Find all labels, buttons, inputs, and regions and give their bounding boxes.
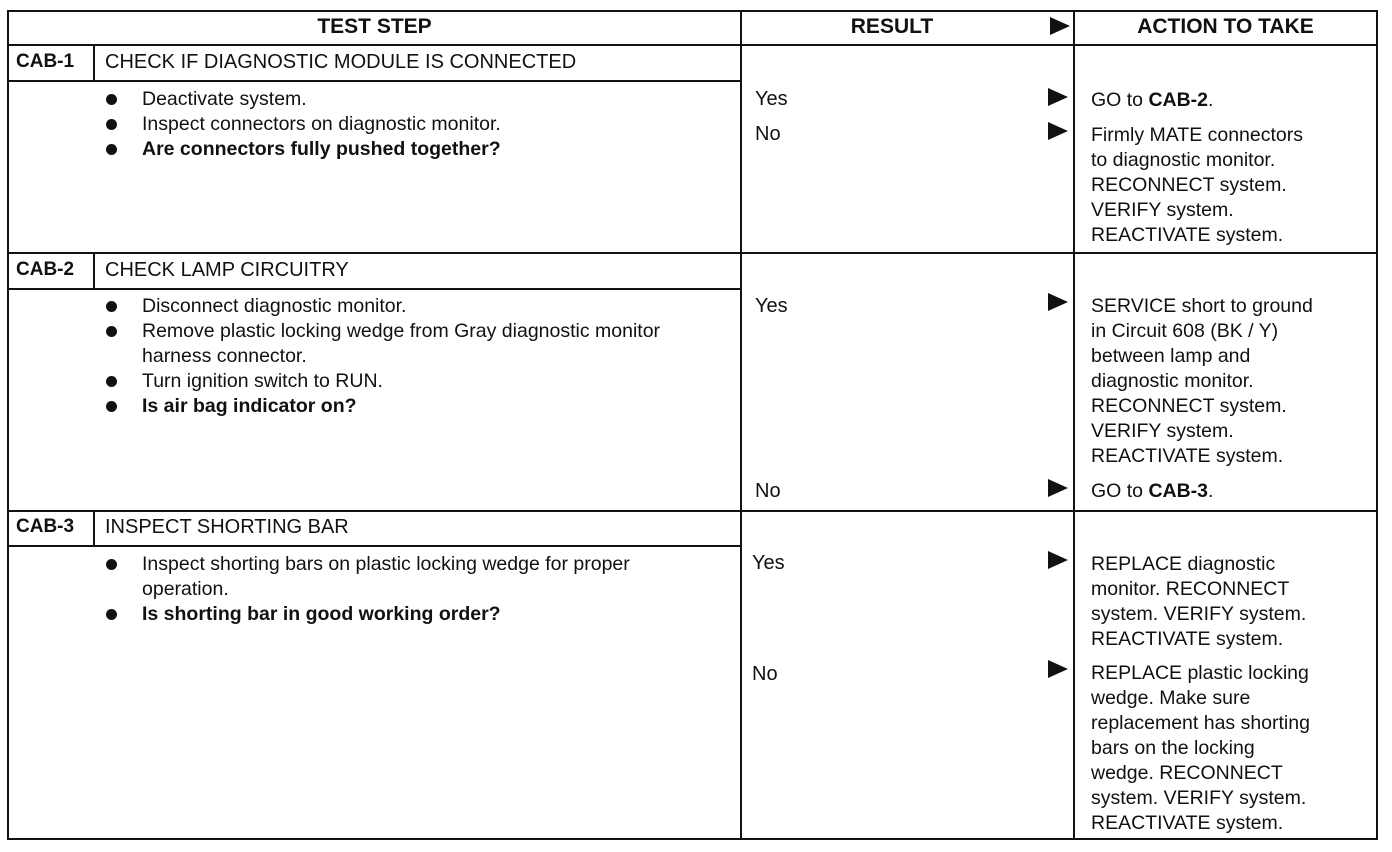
header-result: RESULT — [850, 15, 934, 38]
step-reference: CAB-2 — [1148, 89, 1209, 111]
action-line: wedge. Make sure — [1091, 687, 1251, 709]
action-prefix: GO to — [1091, 89, 1149, 111]
action-text — [1091, 661, 1377, 836]
instruction-item: Inspect connectors on diagnostic monitor. — [105, 112, 725, 137]
cab1-title-underline — [7, 80, 741, 82]
action-line: in Circuit 608 (BK / Y) — [1091, 320, 1279, 342]
action-line: Firmly MATE connectors — [1091, 124, 1304, 146]
arrow-icon — [1048, 293, 1068, 311]
action-line — [1091, 88, 1377, 113]
table-border-left — [7, 10, 9, 840]
step-code: CAB-1 — [16, 51, 75, 72]
action-text — [1091, 479, 1377, 504]
action-line: diagnostic monitor. — [1091, 370, 1254, 392]
result-label: Yes — [752, 552, 785, 574]
step-title: CHECK IF DIAGNOSTIC MODULE IS CONNECTED — [105, 51, 577, 73]
cab2-code-divider — [93, 252, 95, 289]
step-code: CAB-3 — [16, 516, 75, 537]
instruction-item: Remove plastic locking wedge from Gray diagnostic monitor harness connector. — [105, 319, 725, 369]
header-divider — [7, 44, 1378, 46]
action-line: RECONNECT system. — [1091, 395, 1287, 417]
result-label: No — [755, 123, 781, 145]
step-instructions — [105, 552, 705, 627]
instruction-question: Is shorting bar in good working order? — [105, 602, 705, 627]
action-line: REACTIVATE system. — [1091, 812, 1284, 834]
action-line: RECONNECT system. — [1091, 174, 1287, 196]
action-text — [1091, 552, 1377, 652]
step-title: INSPECT SHORTING BAR — [105, 516, 349, 538]
arrow-icon — [1048, 88, 1068, 106]
action-line: bars on the locking — [1091, 737, 1255, 759]
header-action: ACTION TO TAKE — [1137, 15, 1314, 38]
arrow-icon — [1048, 479, 1068, 497]
header-arrow-icon — [1050, 17, 1070, 35]
action-text — [1091, 88, 1377, 113]
step-instructions — [105, 87, 725, 162]
action-text — [1091, 123, 1377, 248]
step-title: CHECK LAMP CIRCUITRY — [105, 259, 349, 281]
instruction-item: Deactivate system. — [105, 87, 725, 112]
action-line: VERIFY system. — [1091, 199, 1234, 221]
action-line: replacement has shorting — [1091, 712, 1310, 734]
action-suffix: . — [1208, 89, 1214, 111]
arrow-icon — [1048, 660, 1068, 678]
action-line: monitor. RECONNECT — [1091, 578, 1290, 600]
result-label: Yes — [755, 295, 788, 317]
result-label: No — [752, 663, 778, 685]
action-line: REPLACE diagnostic — [1091, 553, 1276, 575]
action-line: SERVICE short to ground — [1091, 295, 1313, 317]
instruction-item: Turn ignition switch to RUN. — [105, 369, 725, 394]
action-suffix: . — [1208, 480, 1214, 502]
result-label: No — [755, 480, 781, 502]
action-line: wedge. RECONNECT — [1091, 762, 1283, 784]
column-divider-result — [740, 10, 742, 840]
action-line: system. VERIFY system. — [1091, 787, 1307, 809]
table-border-top — [7, 10, 1378, 12]
action-text — [1091, 294, 1377, 469]
step-instructions — [105, 294, 725, 419]
cab1-code-divider — [93, 44, 95, 81]
action-line: REACTIVATE system. — [1091, 445, 1284, 467]
step-code: CAB-2 — [16, 259, 75, 280]
instruction-question: Is air bag indicator on? — [105, 394, 725, 419]
action-line: REACTIVATE system. — [1091, 628, 1284, 650]
cab3-code-divider — [93, 510, 95, 546]
action-prefix: GO to — [1091, 480, 1149, 502]
arrow-icon — [1048, 551, 1068, 569]
cab2-title-underline — [7, 288, 741, 290]
instruction-item: Inspect shorting bars on plastic locking wedge for proper operation. — [105, 552, 705, 602]
table-border-bottom — [7, 838, 1378, 840]
action-line: VERIFY system. — [1091, 420, 1234, 442]
action-line: system. VERIFY system. — [1091, 603, 1307, 625]
action-line: between lamp and — [1091, 345, 1251, 367]
action-line: REACTIVATE system. — [1091, 224, 1284, 246]
step-reference: CAB-3 — [1148, 480, 1209, 502]
result-label: Yes — [755, 88, 788, 110]
section-divider-1 — [7, 252, 1378, 254]
action-line — [1091, 479, 1377, 504]
arrow-icon — [1048, 122, 1068, 140]
instruction-question: Are connectors fully pushed together? — [105, 137, 725, 162]
instruction-item: Disconnect diagnostic monitor. — [105, 294, 725, 319]
action-line: REPLACE plastic locking — [1091, 662, 1309, 684]
header-test-step: TEST STEP — [317, 15, 432, 38]
column-divider-action — [1073, 10, 1075, 840]
cab3-title-underline — [7, 545, 741, 547]
action-line: to diagnostic monitor. — [1091, 149, 1276, 171]
